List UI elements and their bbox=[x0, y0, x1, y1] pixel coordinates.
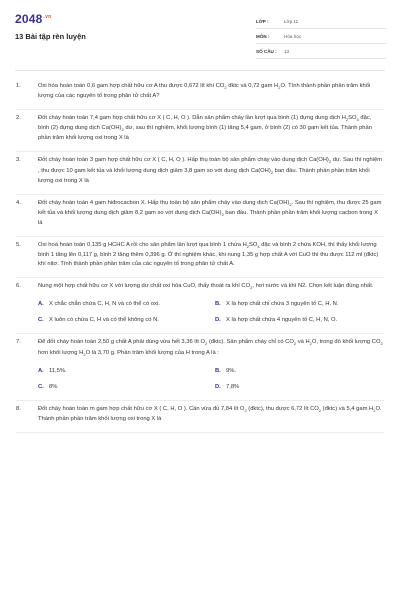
option-text: X là hợp chất chỉ chứa 3 nguyên tố C, H, N. bbox=[226, 301, 339, 308]
question-body bbox=[38, 114, 384, 143]
question-item bbox=[16, 78, 384, 110]
question-list bbox=[16, 78, 384, 433]
question-item bbox=[16, 152, 384, 194]
question-text: Để đốt cháy hoàn toàn 2,50 g chất A phải dùng vừa hết 3,36 lít $O_2$ (đktc). Sản phẩm cháy chỉ có $CO_2$ và $H_2O$, trong đó khối lượng $CO_2$ hơn khối lượng $H_2O$ là 3,70 g. Phần trăm khối lượng của H trong A là : bbox=[38, 339, 383, 357]
question-text: Oxi hoá hoàn toàn 0,135 g HCHC A rồi cho sản phẩm lần lượt qua bình 1 chứa $H_2SO_4$ đặc và bình 2 chứa KOH, thì thấy khối lượng bình 1 tăng lên 0,117 g, bình 2 tăng thêm 0,396 g. Ở thí nghiệm khác, khi nung 1,35 g hợp chất A với CuO thì thu được 112 ml (đktc) khí nitơ. Tính thành phần phần trăm của các nguyên tố trong phân tử chất A. bbox=[38, 242, 379, 268]
question-body bbox=[38, 282, 384, 325]
question-text: Đốt cháy hoàn toàn 7,4 gam hợp chất hữu cơ X ( C, H, O ). Dẫn sản phẩm cháy lần lượt qua bình (1) đựng dung dịch $H_2SO_4$ đặc, bình (2) đựng dung dịch $Ca(OH)_2$ dư, sau thí nghiệm, khối lượng bình (1) tăng 5,4 gam, ở bình (2) có 30 gam kết tủa. Thành phần phần trăm khối lượng oxi trong X là bbox=[38, 115, 372, 142]
option-text: 11,5%. bbox=[49, 367, 67, 374]
meta-label: LỚP : bbox=[256, 18, 269, 24]
question-item bbox=[16, 195, 384, 237]
meta-table bbox=[256, 14, 386, 59]
question-body bbox=[38, 405, 384, 424]
option-text: X là hợp chất chứa 4 nguyên tố C, H, N, O. bbox=[226, 317, 338, 324]
question-number: 3. bbox=[16, 157, 21, 164]
option-letter: D. bbox=[215, 383, 221, 390]
question-number: 1. bbox=[16, 83, 21, 89]
answer-option[interactable] bbox=[38, 316, 207, 325]
answer-option[interactable] bbox=[38, 383, 207, 392]
brand-name: 2048 bbox=[15, 12, 43, 26]
option-text: 8% bbox=[49, 383, 58, 390]
question-item bbox=[16, 278, 384, 334]
option-letter: A. bbox=[38, 301, 44, 308]
answer-option[interactable] bbox=[38, 367, 207, 376]
option-text: 9%. bbox=[226, 367, 236, 374]
answer-option[interactable] bbox=[215, 367, 384, 376]
option-letter: C. bbox=[38, 317, 44, 324]
option-letter: A. bbox=[38, 367, 44, 374]
question-text: Đốt cháy hoàn toàn 3 gam hợp chất hữu cơ X ( C, H, O ). Hấp thụ toàn bộ sản phẩm cháy vào dung dịch $Ca(OH)_2$ dư. Sau thí nghiệm , thu được 10 gam kết tủa và khối lượng dung dịch giảm 3,8 gam so với dung dịch $Ca(OH)_2$ ban đầu. Thành phần phần trăm khối lượng oxi trong X là bbox=[38, 157, 383, 184]
question-item bbox=[16, 110, 384, 152]
answer-options bbox=[38, 300, 384, 325]
question-number: 8. bbox=[16, 405, 21, 412]
question-item bbox=[16, 237, 384, 278]
question-item bbox=[16, 401, 384, 433]
question-number: 7. bbox=[16, 339, 21, 346]
question-text: Đốt cháy hoàn toàn 4 gam hiđrocacbon X. Hấp thụ toàn bộ sản phẩm cháy vào dung dịch $Ca(OH)_2$. Sau thí nghiệm, thu được 25 gam kết tủa và khối lượng dung dịch giảm 8,2 gam so với dung dịch $Ca(OH)_2$ ban đầu. Thành phần phần trăm khối lượng cacbon trong X là bbox=[38, 199, 382, 227]
question-item bbox=[16, 334, 384, 400]
answer-option[interactable] bbox=[215, 383, 384, 392]
meta-row-grade bbox=[256, 14, 386, 29]
answer-options bbox=[38, 367, 384, 392]
option-letter: C. bbox=[38, 383, 44, 390]
answer-option[interactable] bbox=[38, 300, 207, 309]
answer-option[interactable] bbox=[215, 300, 384, 309]
question-body bbox=[38, 199, 384, 228]
meta-value: 13 bbox=[284, 48, 290, 54]
question-number: 2. bbox=[16, 115, 21, 122]
header-divider bbox=[15, 70, 385, 71]
option-letter: B. bbox=[215, 301, 221, 308]
option-text: X chắc chắn chứa C, H, N và có thể có oxi. bbox=[49, 301, 160, 308]
question-body bbox=[38, 241, 384, 269]
page-header bbox=[0, 0, 400, 68]
question-body bbox=[38, 338, 384, 391]
answer-option[interactable] bbox=[215, 316, 384, 325]
brand-logo[interactable] bbox=[15, 12, 51, 26]
sheet-title: 13 Bài tập rèn luyện bbox=[15, 32, 86, 41]
meta-value: Hóa học bbox=[284, 33, 302, 39]
question-body bbox=[38, 156, 384, 185]
meta-row-count bbox=[256, 44, 386, 59]
brand-suffix: .vn bbox=[43, 14, 52, 20]
meta-label: MÔN : bbox=[256, 33, 270, 39]
question-number: 6. bbox=[16, 283, 21, 290]
question-text: Nung một hợp chất hữu cơ X với lượng dư chất oxi hóa CuO, thấy thoát ra khí $CO_2$, hơi nước và khí N2. Chọn kết luận đúng nhất. bbox=[38, 283, 374, 291]
meta-row-subject bbox=[256, 29, 386, 44]
option-letter: B. bbox=[215, 367, 221, 374]
question-number: 5. bbox=[16, 242, 21, 249]
question-text: Đốt cháy hoàn toàn m gam hợp chất hữu cơ X ( C, H, O ). Cần vừa đủ 7,84 lít $O_2$ (đktc), thu được 6,72 lít $CO_2$ (đktc) và 5,4 gam $H_2O$. Thành phần phần trăm khối lượng oxi trong X là bbox=[38, 405, 382, 422]
option-text: X luôn có chứa C, H và có thể không có N. bbox=[49, 317, 159, 324]
question-text: Oxi hóa hoàn toàn 0,6 gam hợp chất hữu cơ A thu được 0,672 lít khí $CO_2$ đktc và 0,72 gam $H_2O$. Tính thành phần phần trăm khối lượng của các nguyên tố trong phân tử chất A? bbox=[38, 83, 371, 100]
option-text: 7,8% bbox=[226, 383, 240, 390]
meta-value: Lớp 11 bbox=[284, 18, 299, 24]
question-number: 4. bbox=[16, 199, 21, 206]
question-body bbox=[38, 82, 384, 101]
meta-label: SỐ CÂU : bbox=[256, 48, 277, 54]
option-letter: D. bbox=[215, 317, 221, 324]
